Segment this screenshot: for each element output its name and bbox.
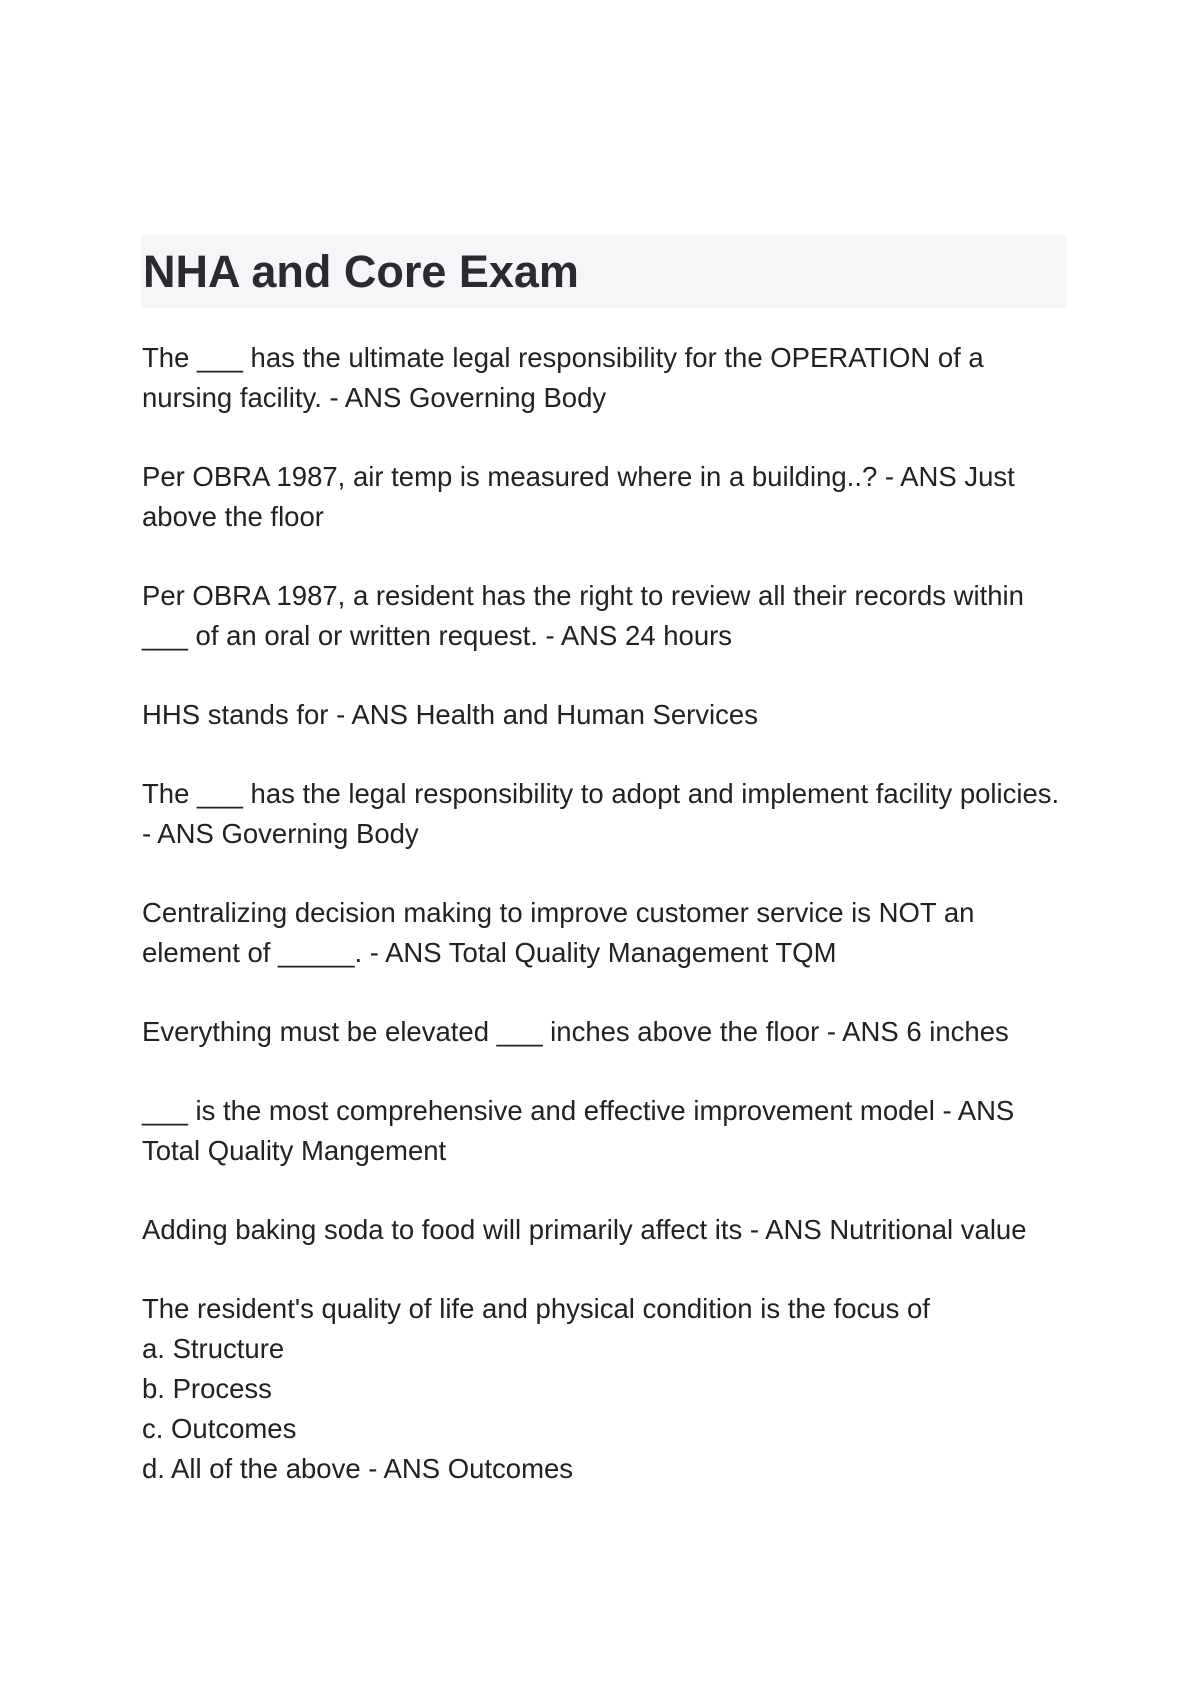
qa-item-2: Per OBRA 1987, air temp is measured where in a building..? - ANS Just above the floor xyxy=(142,461,1015,532)
qa-item-1: The ___ has the ultimate legal responsibility for the OPERATION of a nursing facility. - ANS Governing Body xyxy=(142,342,984,413)
qa-item-8: ___ is the most comprehensive and effective improvement model - ANS Total Quality Mangement xyxy=(142,1095,1015,1166)
title-banner xyxy=(141,235,1066,308)
qa-item-4: HHS stands for - ANS Health and Human Services xyxy=(142,699,758,730)
qa-item-5: The ___ has the legal responsibility to adopt and implement facility policies. - ANS Governing Body xyxy=(142,778,1060,849)
question-answer-list xyxy=(142,338,1082,1528)
qa-item-9: Adding baking soda to food will primarily affect its - ANS Nutritional value xyxy=(142,1214,1027,1245)
qa-item-6: Centralizing decision making to improve customer service is NOT an element of _____. - ANS Total Quality Management TQM xyxy=(142,897,975,968)
document-title: NHA and Core Exam xyxy=(143,245,579,297)
qa-item-3: Per OBRA 1987, a resident has the right to review all their records within ___ of an oral or written request. - ANS 24 hours xyxy=(142,580,1024,651)
qa-item-7: Everything must be elevated ___ inches above the floor - ANS 6 inches xyxy=(142,1016,1009,1047)
qa-item-10: The resident's quality of life and physical condition is the focus of a. Structure b. Process c. Outcomes d. All of the above - ANS Outcomes xyxy=(142,1293,930,1484)
